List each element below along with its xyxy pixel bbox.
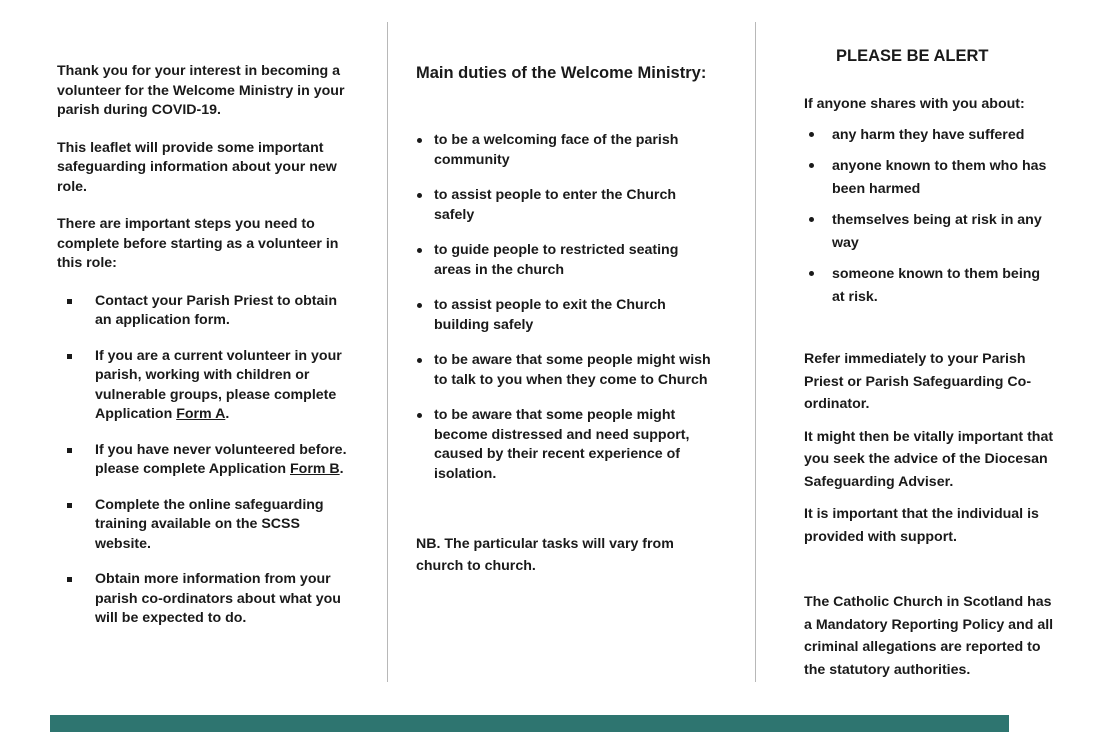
- alert-heading: PLEASE BE ALERT: [836, 47, 989, 65]
- square-bullet-icon: [67, 354, 72, 359]
- bullet-icon: [417, 193, 422, 198]
- alert-column: [804, 45, 1054, 681]
- duties-heading: Main duties of the Welcome Ministry:: [416, 64, 707, 82]
- duty-item: to assist people to exit the Church building safely: [416, 296, 716, 335]
- step-online-training: Complete the online safeguarding training available on the SCSS website.: [57, 496, 357, 555]
- intro-paragraph: Thank you for your interest in becoming a volunteer for the Welcome Ministry in your parish during COVID-19.: [57, 63, 345, 118]
- bullet-icon: [809, 271, 814, 276]
- duty-item: to be a welcoming face of the parish community: [416, 131, 716, 170]
- refer-paragraph: Refer immediately to your Parish Priest or Parish Safeguarding Co-ordinator.: [804, 351, 1032, 412]
- bullet-icon: [809, 132, 814, 137]
- step-more-information: Obtain more information from your parish co-ordinators about what you will be expected to do.: [57, 570, 357, 629]
- step-new-volunteer: If you have never volunteered before. please complete Application Form B.: [57, 441, 357, 480]
- duties-column: [416, 62, 716, 577]
- support-paragraph: It is important that the individual is provided with support.: [804, 506, 1039, 545]
- alert-list: [804, 124, 1054, 309]
- steps-list: [57, 292, 357, 629]
- step-contact-priest: Contact your Parish Priest to obtain an application form.: [57, 292, 357, 331]
- column-divider-left: [387, 22, 388, 682]
- footer-bar: [50, 715, 1009, 732]
- step-current-volunteer: If you are a current volunteer in your parish, working with children or vulnerable groups, please complete Application Form A.: [57, 347, 357, 425]
- alert-intro: If anyone shares with you about:: [804, 96, 1025, 112]
- bullet-icon: [417, 248, 422, 253]
- policy-paragraph: The Catholic Church in Scotland has a Mandatory Reporting Policy and all criminal allegations are reported to the statutory authorities.: [804, 594, 1054, 678]
- nb-note: NB. The particular tasks will vary from church to church.: [416, 536, 674, 574]
- bullet-icon: [417, 138, 422, 143]
- leaflet-paragraph: This leaflet will provide some important safeguarding information about your new role.: [57, 139, 337, 195]
- square-bullet-icon: [67, 448, 72, 453]
- column-divider-right: [755, 22, 756, 682]
- bullet-icon: [809, 217, 814, 222]
- bullet-icon: [417, 413, 422, 418]
- alert-item: themselves being at risk in any way: [804, 209, 1054, 254]
- square-bullet-icon: [67, 577, 72, 582]
- alert-item: anyone known to them who has been harmed: [804, 155, 1054, 200]
- duties-list: [416, 131, 716, 484]
- alert-item: any harm they have suffered: [804, 124, 1054, 147]
- duty-item: to be aware that some people might become distressed and need support, caused by their recent experience of isolation.: [416, 406, 716, 484]
- form-b-link[interactable]: Form B: [290, 461, 340, 477]
- duty-item: to be aware that some people might wish to talk to you when they come to Church: [416, 351, 716, 390]
- square-bullet-icon: [67, 299, 72, 304]
- volunteer-intro-column: [57, 62, 357, 645]
- square-bullet-icon: [67, 503, 72, 508]
- alert-item: someone known to them being at risk.: [804, 263, 1054, 308]
- advice-paragraph: It might then be vitally important that you seek the advice of the Diocesan Safeguarding Adviser.: [804, 428, 1054, 490]
- bullet-icon: [809, 163, 814, 168]
- form-a-link[interactable]: Form A: [176, 406, 226, 422]
- duty-item: to guide people to restricted seating areas in the church: [416, 241, 716, 280]
- steps-intro-paragraph: There are important steps you need to complete before starting as a volunteer in this role:: [57, 216, 339, 271]
- duty-item: to assist people to enter the Church safely: [416, 186, 716, 225]
- bullet-icon: [417, 358, 422, 363]
- bullet-icon: [417, 303, 422, 308]
